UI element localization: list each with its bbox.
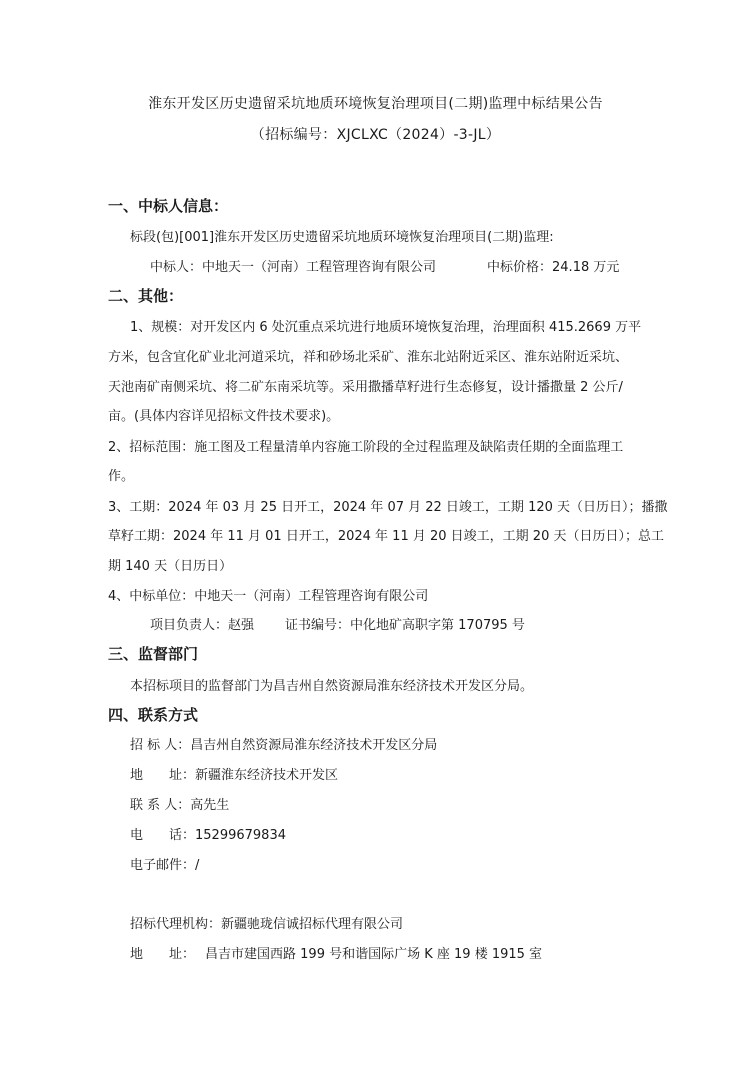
paragraph-line: 1、规模：对开发区内 6 处沉重点采坑进行地质环境恢复治理，治理面积 415.2669 万平 <box>130 320 642 335</box>
price-label: 中标价格： <box>487 260 553 275</box>
cert-row <box>285 614 525 633</box>
agency-address-label: 地 址： <box>130 947 196 962</box>
email-row <box>130 854 199 873</box>
section2-heading: 二、其他： <box>108 287 184 305</box>
paragraph-line: 作。 <box>108 469 135 484</box>
document-title: 淮东开发区历史遗留采坑地质环境恢复治理项目(二期)监理中标结果公告 <box>148 96 603 112</box>
phone-value: 15299679834 <box>195 828 286 843</box>
paragraph-line: 草籽工期：2024 年 11 月 01 日开工，2024 年 11 月 20 日竣工，工期 20 天（日历日）；总工 <box>108 529 664 544</box>
manager-name: 赵强 <box>228 618 255 633</box>
agency-label: 招标代理机构： <box>130 917 222 932</box>
address-label: 地 址： <box>130 768 196 783</box>
paragraph-line: 2、招标范围：施工图及工程量清单内容施工阶段的全过程监理及缺陷责任期的全面监理工 <box>108 440 624 455</box>
supervision-text: 本招标项目的监督部门为昌吉州自然资源局淮东经济技术开发区分局。 <box>130 679 534 694</box>
contact-row <box>130 794 229 813</box>
tenderer-value: 昌吉州自然资源局淮东经济技术开发区分局 <box>190 738 438 753</box>
tender-number: （招标编号：XJCLXC（2024）-3-JL） <box>250 127 501 143</box>
agency-address-row <box>130 943 542 962</box>
phone-label: 电 话： <box>130 828 196 843</box>
manager-row <box>150 614 254 633</box>
paragraph-line: 3、工期：2024 年 03 月 25 日开工，2024 年 07 月 22 日竣工，工期 120 天（日历日）；播撒 <box>108 500 668 515</box>
cert-label: 证书编号： <box>285 618 351 633</box>
paragraph-line: 期 140 天（日历日） <box>108 559 233 574</box>
winner-name: 中地天一（河南）工程管理咨询有限公司 <box>202 260 437 275</box>
section4-heading: 四、联系方式 <box>108 706 199 724</box>
paragraph-line: 亩。(具体内容详见招标文件技术要求)。 <box>108 409 340 424</box>
contact-label: 联 系 人： <box>130 798 191 813</box>
lot-description: 标段(包)[001]淮东开发区历史遗留采坑地质环境恢复治理项目(二期)监理: <box>130 230 554 245</box>
tenderer-label: 招 标 人： <box>130 738 191 753</box>
address-row <box>130 764 338 783</box>
email-value: / <box>195 858 200 873</box>
paragraph-line: 4、中标单位：中地天一（河南）工程管理咨询有限公司 <box>108 589 429 604</box>
tenderer-row <box>130 734 437 753</box>
cert-number: 中化地矿高职字第 170795 号 <box>350 618 525 633</box>
agency-address-value: 昌吉市建国西路 199 号和谐国际广场 K 座 19 楼 1915 室 <box>205 947 543 962</box>
contact-value: 高先生 <box>190 798 230 813</box>
paragraph-line: 天池南矿南侧采坑、将二矿东南采坑等。采用撒播草籽进行生态修复，设计播撒量 2 公斤/ <box>108 380 623 395</box>
winner-label: 中标人： <box>150 260 203 275</box>
section3-heading: 三、监督部门 <box>108 645 199 663</box>
phone-row <box>130 824 286 843</box>
paragraph-line: 方米，包含宜化矿业北河道采坑，祥和砂场北采矿、淮东北站附近采区、淮东站附近采坑、 <box>108 350 629 365</box>
email-label: 电子邮件： <box>130 858 196 873</box>
manager-label: 项目负责人： <box>150 618 229 633</box>
price-row <box>487 256 619 275</box>
winner-row <box>150 256 436 275</box>
price-value: 24.18 万元 <box>552 260 620 275</box>
address-value: 新疆淮东经济技术开发区 <box>195 768 339 783</box>
section1-heading: 一、中标人信息： <box>108 197 229 215</box>
agency-value: 新疆驰珑信诚招标代理有限公司 <box>221 917 404 932</box>
agency-row <box>130 913 403 932</box>
